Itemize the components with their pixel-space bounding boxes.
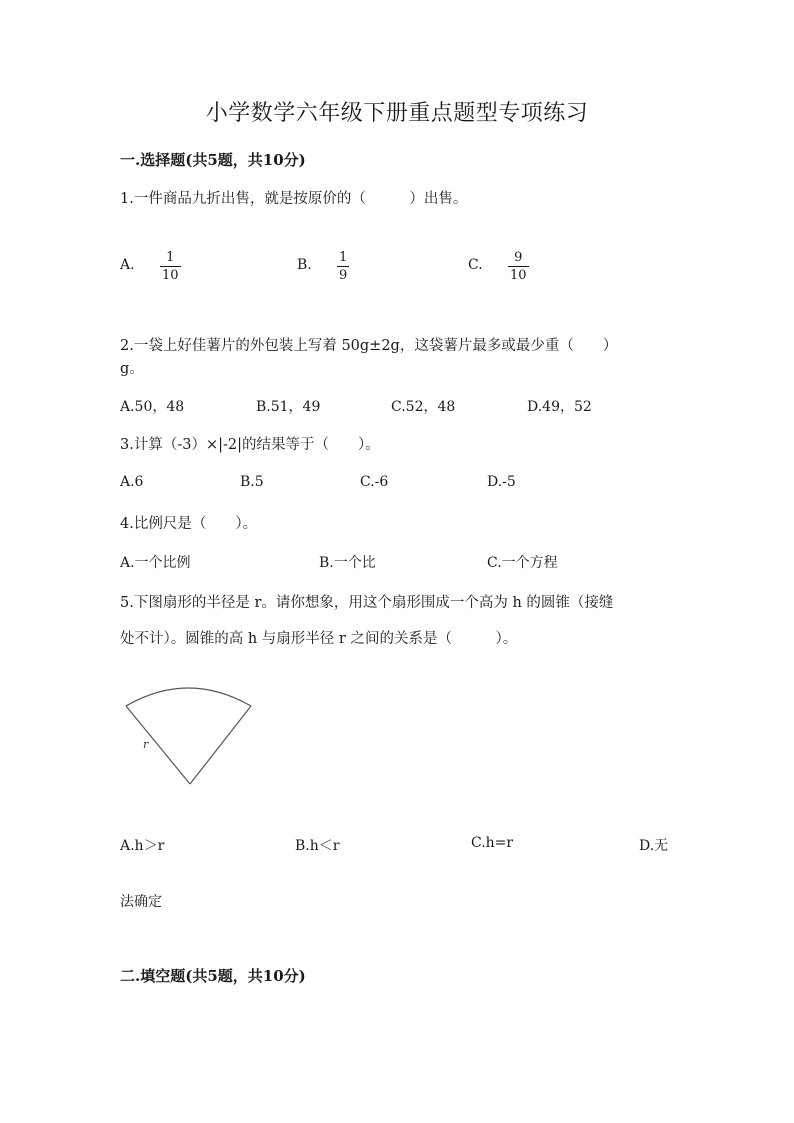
numerator: 9 (514, 250, 523, 265)
question-2-text-line2: g。 (120, 361, 144, 377)
section-heading-2: 二.填空题(共5题，共10分) (120, 967, 306, 985)
q3-option-a: A.6 (120, 474, 144, 490)
q3-option-c: C.-6 (360, 474, 389, 490)
q1-option-b-fraction (337, 250, 349, 283)
q1-option-a-label: A. (120, 257, 135, 273)
q5-option-b: B.h＜r (295, 838, 340, 854)
denominator: 9 (339, 268, 348, 283)
q4-option-b: B.一个比 (319, 555, 376, 571)
question-4-text: 4.比例尺是（ ）。 (120, 516, 258, 532)
q5-option-c: C.h=r (471, 835, 514, 851)
question-2-text-line1: 2.一袋上好佳薯片的外包装上写着 50g±2g，这袋薯片最多或最少重（ ） (120, 338, 618, 354)
sector-radius-right (190, 706, 251, 784)
q3-option-d: D.-5 (487, 474, 516, 490)
numerator: 1 (166, 250, 175, 265)
sector-arc (126, 688, 251, 706)
q2-option-c: C.52，48 (391, 399, 456, 415)
radius-label: r (143, 738, 149, 751)
question-5-text-line1: 5.下图扇形的半径是 r。请你想象，用这个扇形围成一个高为 h 的圆锥（接缝 (120, 595, 614, 611)
q1-option-a-fraction (160, 250, 181, 283)
q4-option-a: A.一个比例 (120, 555, 191, 571)
question-3-text: 3.计算（-3）×|-2|的结果等于（ ）。 (120, 437, 380, 453)
section-heading-1: 一.选择题(共5题，共10分) (120, 151, 306, 169)
question-5-text-line2: 处不计）。圆锥的高 h 与扇形半径 r 之间的关系是（ ）。 (120, 631, 518, 647)
q5-option-d: D.无 (639, 838, 669, 854)
q1-option-c-fraction (508, 250, 529, 283)
q5-option-d-wrap: 法确定 (120, 894, 162, 910)
q1-option-c-label: C. (468, 257, 483, 273)
q2-option-a: A.50，48 (120, 399, 185, 415)
q2-option-b: B.51，49 (256, 399, 321, 415)
question-1-text: 1.一件商品九折出售，就是按原价的（ ）出售。 (120, 191, 468, 207)
numerator: 1 (339, 250, 348, 265)
q5-option-a: A.h＞r (120, 838, 165, 854)
denominator: 10 (510, 268, 527, 283)
page-title: 小学数学六年级下册重点题型专项练习 (205, 101, 589, 126)
sector-radius-left (126, 706, 190, 784)
q4-option-c: C.一个方程 (487, 555, 558, 571)
denominator: 10 (162, 268, 179, 283)
q2-option-d: D.49，52 (527, 399, 592, 415)
q3-option-b: B.5 (240, 474, 264, 490)
q1-option-b-label: B. (297, 257, 312, 273)
sector-figure (118, 680, 263, 792)
